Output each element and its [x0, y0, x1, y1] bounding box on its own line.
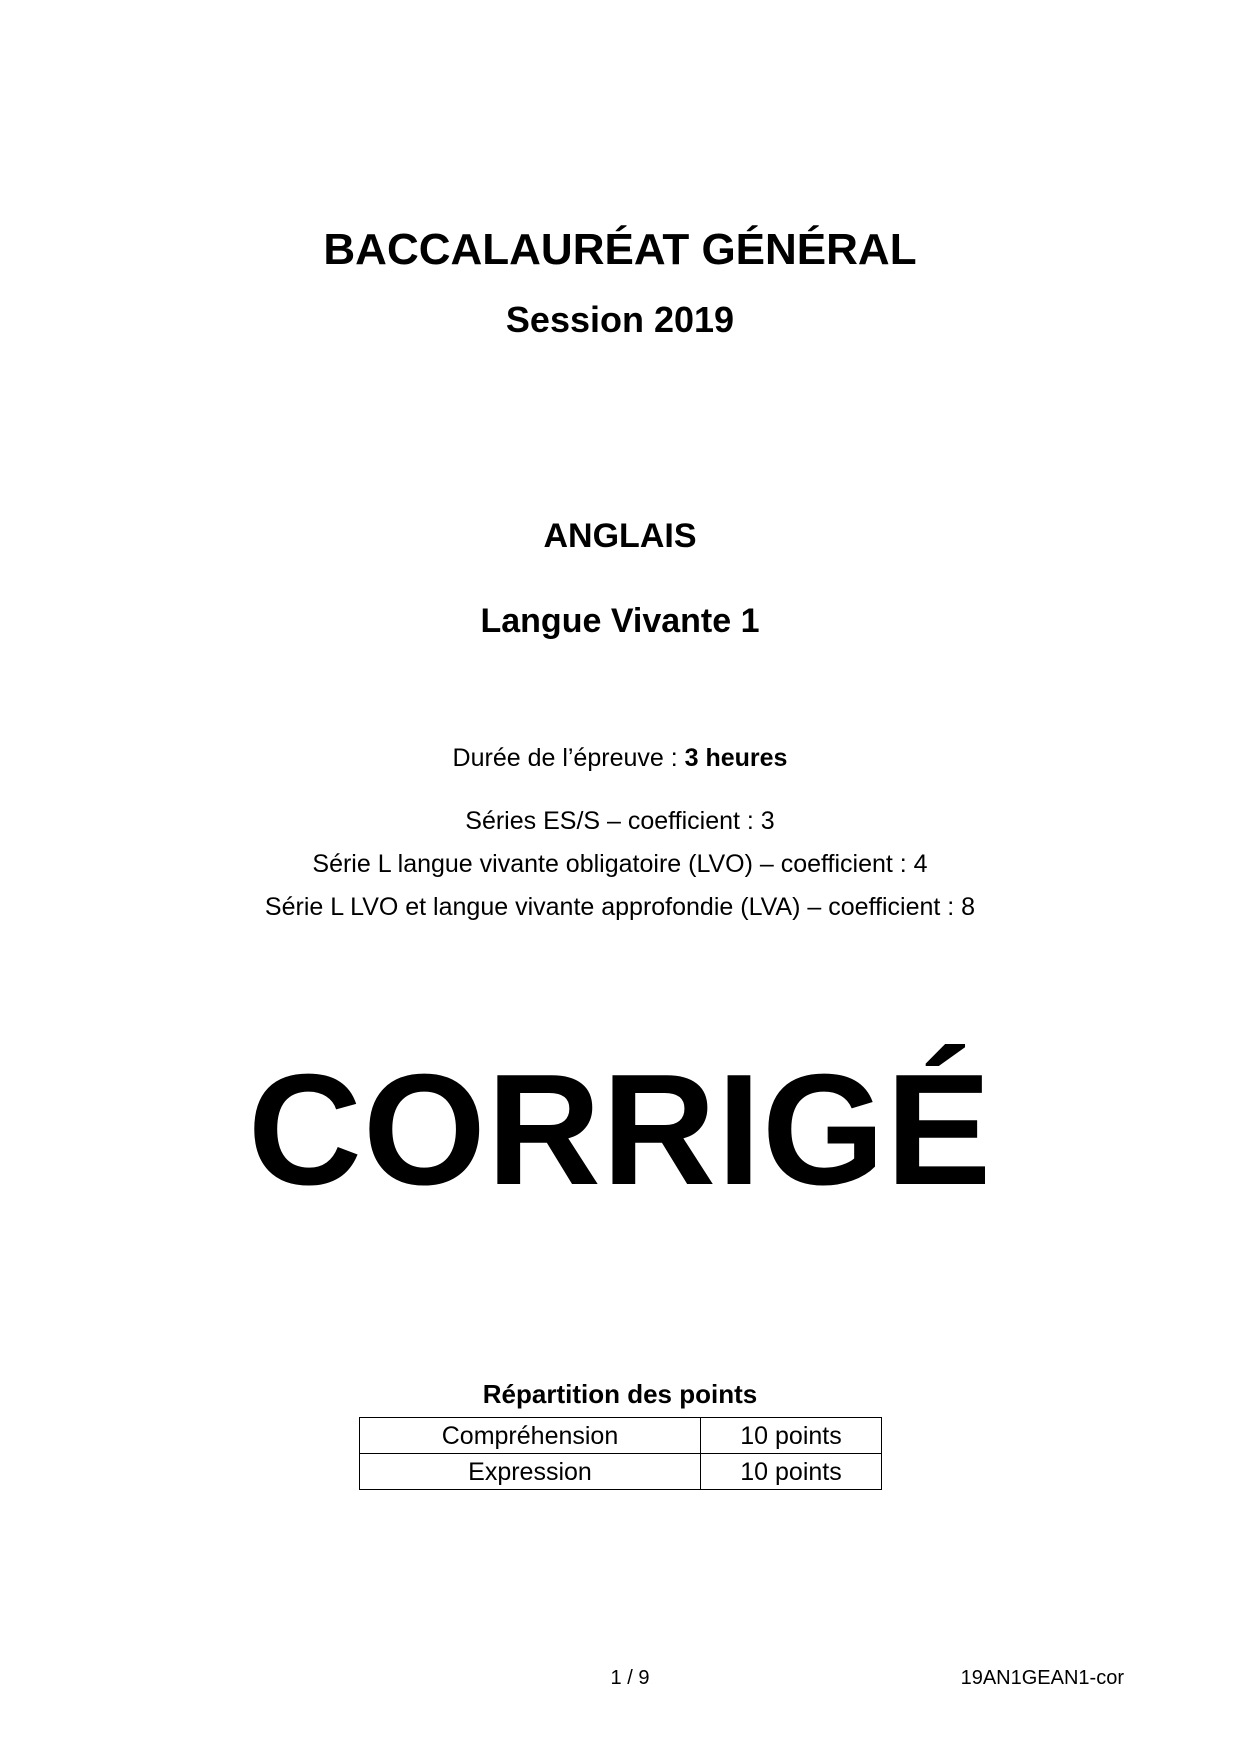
series-line: Série L langue vivante obligatoire (LVO) – coefficient : 4	[312, 850, 928, 878]
points-table	[359, 1417, 882, 1490]
table-cell-section: Compréhension	[360, 1418, 701, 1454]
table-cell-points: 10 points	[701, 1454, 882, 1490]
table-cell-section: Expression	[360, 1454, 701, 1490]
series-line: Séries ES/S – coefficient : 3	[465, 807, 775, 835]
document-code: 19AN1GEAN1-cor	[960, 1667, 1124, 1689]
table-row	[360, 1454, 882, 1490]
subject-name: ANGLAIS	[543, 517, 697, 555]
page-number: 1 / 9	[610, 1667, 650, 1689]
document-title: BACCALAURÉAT GÉNÉRAL	[323, 225, 917, 274]
table-row	[360, 1418, 882, 1454]
duration-value: 3 heures	[684, 744, 788, 772]
points-table-title: Répartition des points	[482, 1379, 758, 1409]
table-cell-points: 10 points	[701, 1418, 882, 1454]
session-year: Session 2019	[505, 299, 735, 340]
series-line: Série L LVO et langue vivante approfondie (LVA) – coefficient : 8	[264, 893, 976, 921]
duration-label: Durée de l’épreuve :	[452, 744, 685, 772]
exam-duration	[0, 742, 1240, 774]
corrige-stamp: CORRIGÉ	[247, 1042, 993, 1218]
subject-level: Langue Vivante 1	[480, 602, 760, 640]
